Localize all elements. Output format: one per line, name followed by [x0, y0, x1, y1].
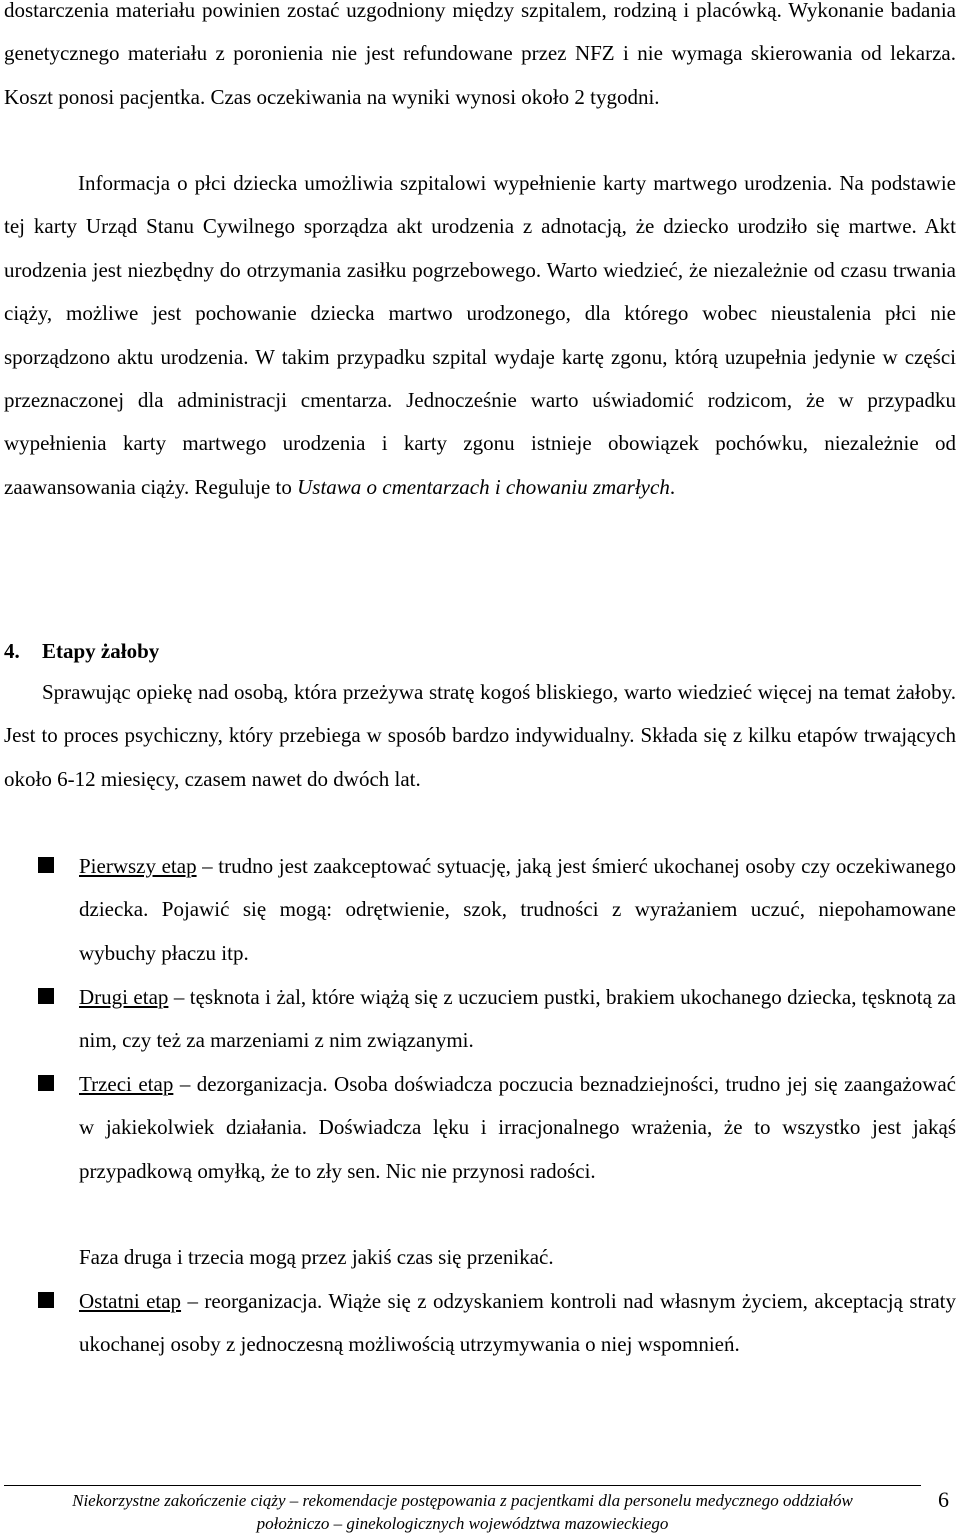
- page-number: 6: [938, 1487, 949, 1512]
- stage-text: – trudno jest zaakceptować sytuację, jaką jest śmierć ukochanej osoby czy oczekiwanego dziecka. Pojawić się mogą: odrętwienie, szok, trudności z wyrażaniem uczuć, niepohamowane wybuchy płaczu itp.: [79, 854, 956, 965]
- section-heading: [4, 630, 159, 673]
- stage-item-2: [79, 976, 956, 1063]
- intro-paragraph-2: [4, 162, 956, 509]
- section-intro-text: Sprawując opiekę nad osobą, która przeżywa stratę kogoś bliskiego, warto wiedzieć więcej na temat żałoby. Jest to proces psychiczny, który przebiega w sposób bardzo indywidualny. Składa się z kilku etapów trwających około 6-12 miesięcy, czasem nawet do dwóch lat.: [4, 680, 956, 791]
- stage-note-text: Faza druga i trzecia mogą przez jakiś czas się przenikać.: [79, 1245, 554, 1269]
- footer-line-2: położniczo – ginekologicznych województwa mazowieckiego: [256, 1514, 669, 1533]
- footer-line-1: Niekorzystne zakończenie ciąży – rekomendacje postępowania z pacjentkami dla personelu medycznego oddziałów: [72, 1491, 853, 1510]
- stage-label: Trzeci etap: [79, 1072, 174, 1096]
- section-title: Etapy żałoby: [42, 639, 160, 663]
- intro-paragraph-1-text: dostarczenia materiału powinien zostać uzgodniony między szpitalem, rodziną i placówką. Wykonanie badania genetycznego materiału z poronienia nie jest refundowane przez NFZ i nie wymaga skierowania od lekarza. Koszt ponosi pacjentka. Czas oczekiwania na wyniki wynosi około 2 tygodni.: [4, 0, 956, 109]
- stage-label: Drugi etap: [79, 985, 169, 1009]
- bullet-square-icon: [38, 988, 54, 1004]
- stage-text: – dezorganizacja. Osoba doświadcza poczucia beznadziejności, trudno jej się zaangażować w jakiekolwiek działania. Doświadcza lęku i irracjonalnego wrażenia, że to wszystko jest jakąś przypadkową omyłką, że to zły sen. Nic nie przynosi radości.: [79, 1072, 957, 1183]
- stage-text: – reorganizacja. Wiąże się z odzyskaniem kontroli nad własnym życiem, akceptacją straty ukochanej osoby z jednoczesną możliwością utrzymywania o niej wspomnień.: [79, 1289, 956, 1357]
- section-intro: [4, 671, 956, 801]
- stage-item-3: [79, 1063, 956, 1193]
- law-title: Ustawa o cmentarzach i chowaniu zmarłych: [297, 474, 670, 499]
- stage-item-1: [79, 845, 956, 975]
- footer-divider: [4, 1485, 921, 1486]
- stage-label: Ostatni etap: [79, 1289, 182, 1313]
- stage-item-4: [79, 1280, 956, 1367]
- stage-label: Pierwszy etap: [79, 854, 197, 878]
- stage-text: – tęsknota i żal, które wiążą się z uczuciem pustki, brakiem ukochanego dziecka, tęsknotą za nim, czy też za marzeniami z nim związanymi.: [79, 985, 956, 1053]
- bullet-square-icon: [38, 1075, 54, 1091]
- section-number: 4.: [4, 639, 20, 663]
- intro-paragraph-2-text: Informacja o płci dziecka umożliwia szpitalowi wypełnienie karty martwego urodzenia. Na podstawie tej karty Urząd Stanu Cywilnego sporządza akt urodzenia z adnotacją, że dziecko urodziło się martwe. Akt urodzenia jest niezbędny do otrzymania zasiłku pogrzebowego. Warto wiedzieć, że niezależnie od czasu trwania ciąży, możliwe jest pochowanie dziecka martwo urodzonego, dla którego wobec nieustalenia płci nie sporządzono aktu urodzenia. W takim przypadku szpital wydaje kartę zgonu, którą uzupełnia jedynie w części przeznaczonej dla administracji cmentarza. Jednocześnie warto uświadomić rodzicom, że w przypadku wypełnienia karty martwego urodzenia i karty zgonu istnieje obowiązek pochówku, niezależnie od zaawansowania ciąży. Reguluje to: [4, 171, 956, 499]
- intro-paragraph-1: [4, 0, 956, 119]
- intro-paragraph-2-end: .: [669, 474, 676, 499]
- bullet-square-icon: [38, 857, 54, 873]
- bullet-square-icon: [38, 1292, 54, 1308]
- stage-note: [79, 1236, 956, 1279]
